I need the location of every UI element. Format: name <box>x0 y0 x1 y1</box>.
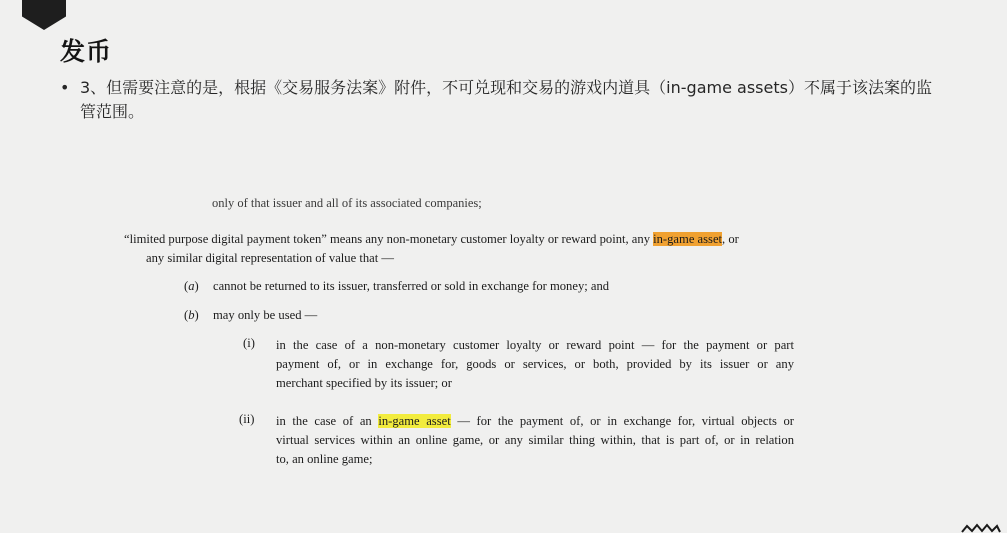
item-b-text: may only be used — <box>213 308 318 322</box>
highlight-in-game-asset-yellow: in-game asset <box>378 414 451 428</box>
definition-line-2: any similar digital representation of value that — <box>146 251 394 265</box>
item-a-text: cannot be returned to its issuer, transferred or sold in exchange for money; and <box>213 279 610 293</box>
cutoff-text-line: only of that issuer and all of its associated companies; <box>212 196 482 210</box>
bullet-text: 3、但需要注意的是，根据《交易服务法案》附件，不可兑现和交易的游戏内道具（in-game assets）不属于该法案的监管范围。 <box>80 78 932 121</box>
bullet-point <box>60 76 940 124</box>
highlight-in-game-asset-orange: in-game asset <box>653 232 723 246</box>
bullet-dot: • <box>60 78 70 97</box>
sub-item-ii-label: (ii) <box>239 412 255 426</box>
sub-item-i-label: (i) <box>243 336 255 350</box>
legal-document-excerpt <box>0 195 1007 485</box>
crown-icon <box>961 523 1001 533</box>
definition-line-1: “limited purpose digital payment token” means any non-monetary customer loyalty or reward point, any in-game asset, or <box>124 232 739 246</box>
sub-item-i-text: in the case of a non-monetary customer loyalty or reward point — for the payment or part payment of, or in exchange for, goods or services, or both, provided by its issuer or any merchant specified by its issuer; or <box>276 338 794 391</box>
item-a-label: (a) <box>184 279 199 293</box>
corner-tab-shape <box>22 0 66 30</box>
item-b-label: (b) <box>184 308 199 322</box>
sub-item-ii-text: in the case of an in-game asset — for the payment of, or in exchange for, virtual objects or virtual services within an online game, or any similar thing within, that is part of, or in relation to, an online game; <box>276 414 794 467</box>
slide-title: 发币 <box>60 37 113 66</box>
